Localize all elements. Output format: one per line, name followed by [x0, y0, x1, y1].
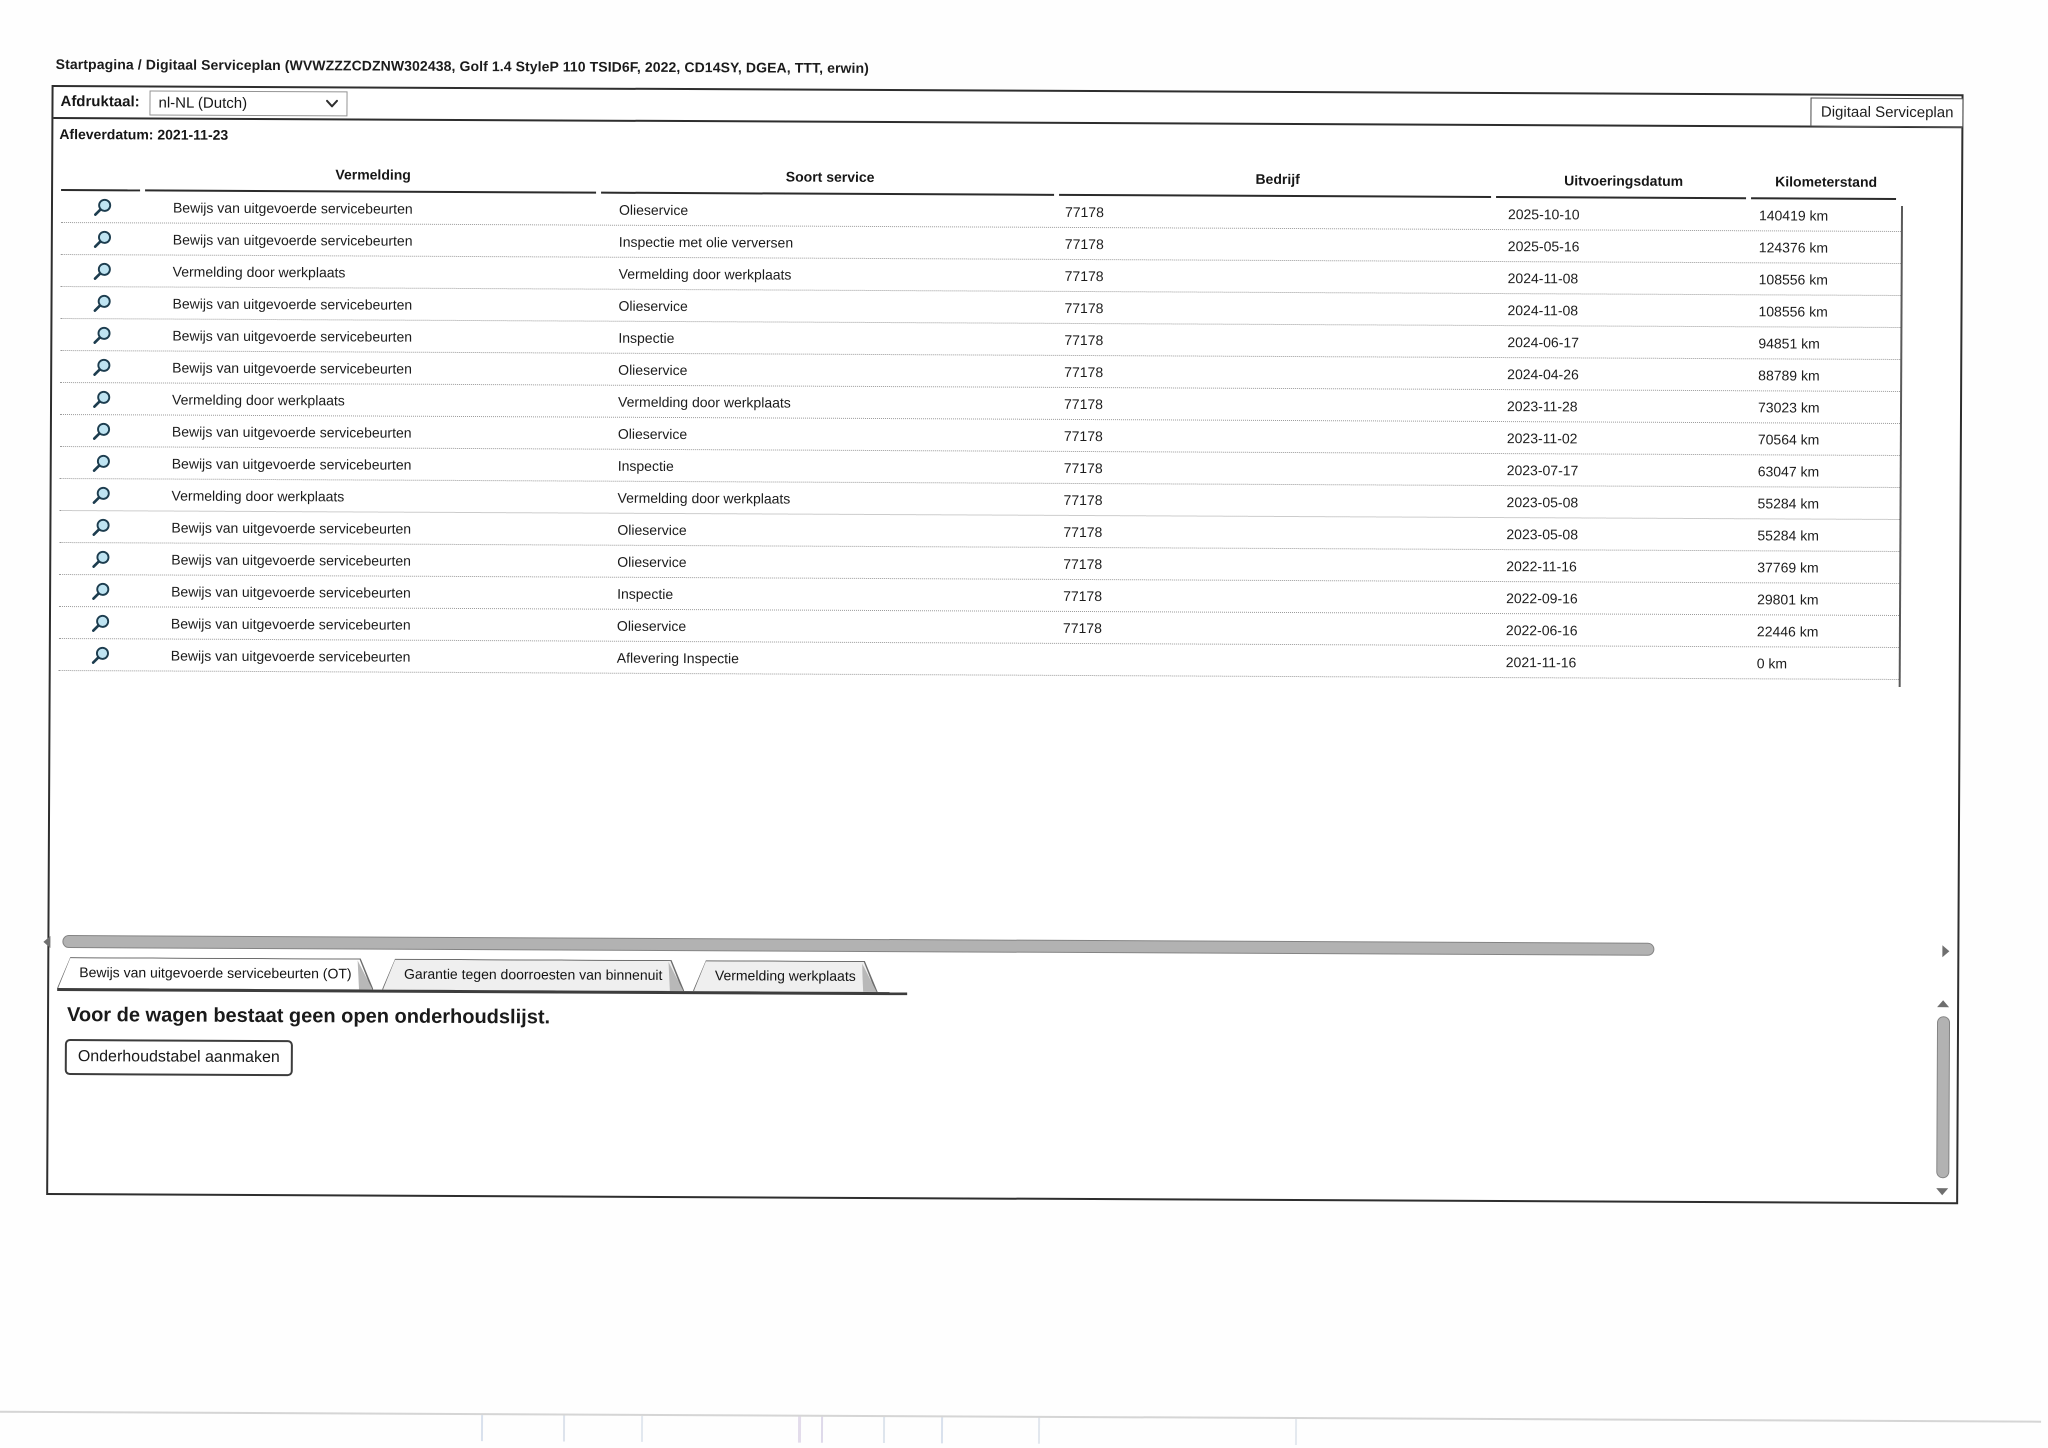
create-maintenance-table-button[interactable]: Onderhoudstabel aanmaken — [65, 1039, 293, 1076]
cell-kilometerstand: 70564 km — [1757, 430, 1820, 448]
cell-bedrijf: 77178 — [1062, 619, 1102, 636]
cell-bedrijf: 77178 — [1064, 299, 1104, 316]
tab-strip — [57, 957, 882, 997]
cell-uitvoeringsdatum: 2022-09-16 — [1506, 589, 1578, 606]
print-language-label: Afdruktaal: — [60, 93, 140, 111]
scan-artifact-streaks — [0, 0, 2048, 10]
magnifier-icon[interactable] — [92, 196, 114, 218]
cell-soort-service: Vermelding door werkplaats — [617, 489, 791, 507]
column-header-kilometerstand: Kilometerstand — [1775, 173, 1878, 190]
cell-vermelding: Bewijs van uitgevoerde servicebeurten — [172, 295, 413, 313]
cell-bedrijf: 77178 — [1063, 523, 1103, 540]
cell-uitvoeringsdatum: 2024-11-08 — [1507, 301, 1579, 318]
cell-bedrijf: 77178 — [1064, 331, 1104, 348]
row-icon-cell — [60, 484, 144, 506]
cell-kilometerstand: 94851 km — [1758, 334, 1820, 352]
row-icon-cell — [59, 580, 143, 602]
cell-vermelding: Bewijs van uitgevoerde servicebeurten — [172, 199, 413, 217]
scroll-right-icon[interactable] — [1942, 945, 1949, 957]
column-header-bedrijf: Bedrijf — [1255, 170, 1300, 188]
horizontal-scrollbar-thumb[interactable] — [62, 935, 1654, 956]
magnifier-icon[interactable] — [92, 260, 114, 282]
cell-soort-service: Inspectie met olie verversen — [618, 233, 794, 251]
vertical-scrollbar[interactable] — [1934, 996, 1952, 1202]
scroll-down-icon[interactable] — [1936, 1188, 1948, 1195]
scroll-left-icon[interactable] — [43, 936, 50, 948]
cell-uitvoeringsdatum: 2024-04-26 — [1507, 365, 1579, 382]
cell-uitvoeringsdatum: 2022-06-16 — [1505, 621, 1578, 638]
serviceplan-panel — [46, 85, 1963, 1204]
magnifier-icon[interactable] — [91, 484, 113, 506]
cell-kilometerstand: 140419 km — [1758, 206, 1829, 224]
cell-bedrijf: 77178 — [1064, 363, 1104, 380]
row-icon-cell — [59, 612, 143, 634]
row-icon-cell — [59, 516, 143, 538]
cell-bedrijf: 77178 — [1064, 235, 1104, 252]
cell-bedrijf: 77178 — [1063, 587, 1103, 604]
cell-uitvoeringsdatum: 2024-11-08 — [1507, 269, 1579, 286]
tab-label: Vermelding werkplaats — [714, 967, 856, 984]
cell-kilometerstand: 55284 km — [1757, 494, 1820, 512]
row-icon-cell — [60, 292, 144, 314]
row-icon-cell — [61, 196, 145, 218]
delivery-date-value: 2021-11-23 — [157, 126, 229, 143]
cell-vermelding: Bewijs van uitgevoerde servicebeurten — [171, 423, 412, 441]
magnifier-icon[interactable] — [90, 612, 112, 634]
cell-bedrijf: 77178 — [1064, 395, 1104, 412]
vertical-scrollbar-thumb[interactable] — [1936, 1016, 1950, 1178]
breadcrumb[interactable]: Startpagina / Digitaal Serviceplan (WVWZZZCDZNW302438, Golf 1.4 StyleP 110 TSID6F, 2022, CD14SY, DGEA, TTT, erwin) — [55, 55, 869, 76]
cell-soort-service: Olieservice — [617, 425, 688, 442]
cell-soort-service: Olieservice — [618, 201, 689, 218]
chevron-down-icon — [325, 95, 338, 112]
magnifier-icon[interactable] — [92, 228, 114, 250]
tab-label: Bewijs van uitgevoerde servicebeurten (OT) — [79, 964, 352, 982]
row-icon-cell — [60, 324, 144, 346]
row-icon-cell — [61, 228, 145, 250]
cell-vermelding: Bewijs van uitgevoerde servicebeurten — [171, 519, 412, 537]
cell-uitvoeringsdatum: 2025-05-16 — [1507, 237, 1580, 254]
cell-soort-service: Olieservice — [616, 617, 687, 634]
cell-vermelding: Vermelding door werkplaats — [171, 487, 345, 504]
tab-bewijs-servicebeurten[interactable] — [57, 957, 373, 990]
cell-vermelding: Bewijs van uitgevoerde servicebeurten — [171, 583, 411, 601]
cell-vermelding: Bewijs van uitgevoerde servicebeurten — [170, 647, 411, 665]
column-header-vermelding: Vermelding — [335, 166, 411, 183]
cell-vermelding: Bewijs van uitgevoerde servicebeurten — [172, 359, 412, 377]
cell-vermelding: Bewijs van uitgevoerde servicebeurten — [170, 615, 411, 633]
row-icon-cell — [60, 388, 144, 410]
cell-soort-service: Olieservice — [617, 553, 687, 570]
cell-vermelding: Vermelding door werkplaats — [172, 263, 346, 280]
cell-uitvoeringsdatum: 2021-11-16 — [1505, 653, 1577, 670]
cell-kilometerstand: 63047 km — [1757, 462, 1820, 480]
delivery-date-label: Afleverdatum: — [59, 125, 154, 143]
magnifier-icon[interactable] — [91, 324, 113, 346]
cell-bedrijf: 77178 — [1064, 267, 1104, 284]
cell-kilometerstand: 0 km — [1756, 654, 1788, 671]
magnifier-icon[interactable] — [90, 580, 112, 602]
scan-artifact-line — [0, 1411, 2041, 1423]
cell-uitvoeringsdatum: 2023-11-28 — [1506, 397, 1578, 414]
magnifier-icon[interactable] — [91, 292, 113, 314]
service-history-table — [59, 149, 1902, 680]
tab-vermelding-werkplaats[interactable] — [693, 960, 878, 992]
cell-soort-service: Vermelding door werkplaats — [618, 265, 792, 283]
cell-soort-service: Vermelding door werkplaats — [618, 393, 791, 411]
cell-uitvoeringsdatum: 2025-10-10 — [1507, 205, 1580, 222]
table-body — [59, 191, 1901, 680]
tab-label: Garantie tegen doorroesten van binnenuit — [404, 965, 663, 983]
row-icon-cell — [60, 452, 144, 474]
print-language-value: nl-NL (Dutch) — [158, 94, 248, 112]
tab-garantie-doorroesten[interactable] — [382, 959, 685, 991]
cell-soort-service: Inspectie — [618, 329, 675, 346]
row-icon-cell — [60, 420, 144, 442]
cell-bedrijf: 77178 — [1063, 427, 1103, 444]
cell-vermelding: Bewijs van uitgevoerde servicebeurten — [172, 231, 413, 249]
cell-kilometerstand: 55284 km — [1757, 526, 1819, 544]
magnifier-icon[interactable] — [90, 548, 112, 570]
cell-bedrijf: 77178 — [1063, 459, 1103, 476]
row-icon-cell — [59, 644, 143, 666]
row-icon-cell — [60, 356, 144, 378]
cell-bedrijf: 77178 — [1063, 555, 1103, 572]
cell-uitvoeringsdatum: 2023-05-08 — [1506, 493, 1579, 510]
cell-soort-service: Inspectie — [617, 585, 674, 602]
cell-uitvoeringsdatum: 2022-11-16 — [1506, 557, 1577, 574]
cell-kilometerstand: 37769 km — [1757, 558, 1819, 576]
cell-uitvoeringsdatum: 2023-07-17 — [1506, 461, 1579, 478]
cell-kilometerstand: 22446 km — [1756, 622, 1819, 640]
cell-uitvoeringsdatum: 2024-06-17 — [1507, 333, 1580, 350]
cell-kilometerstand: 108556 km — [1758, 270, 1828, 288]
cell-bedrijf — [1057, 659, 1494, 661]
magnifier-icon[interactable] — [90, 644, 112, 666]
cell-kilometerstand: 108556 km — [1758, 302, 1828, 320]
cell-uitvoeringsdatum: 2023-11-02 — [1506, 429, 1578, 446]
cell-soort-service: Inspectie — [617, 457, 674, 474]
magnifier-icon[interactable] — [91, 420, 113, 442]
row-icon-cell — [59, 548, 143, 570]
magnifier-icon[interactable] — [91, 356, 113, 378]
cell-soort-service: Olieservice — [618, 361, 688, 378]
cell-kilometerstand: 124376 km — [1758, 238, 1829, 256]
cell-soort-service: Aflevering Inspectie — [616, 649, 740, 666]
magnifier-icon[interactable] — [90, 516, 112, 538]
toolbar — [53, 87, 1961, 128]
cell-vermelding: Bewijs van uitgevoerde servicebeurten — [171, 455, 412, 473]
cell-bedrijf: 77178 — [1063, 491, 1103, 508]
cell-kilometerstand: 73023 km — [1757, 398, 1820, 416]
cell-soort-service: Olieservice — [618, 297, 688, 314]
cell-vermelding: Bewijs van uitgevoerde servicebeurten — [172, 327, 413, 345]
column-header-uitvoeringsdatum: Uitvoeringsdatum — [1564, 172, 1684, 189]
scroll-up-icon[interactable] — [1937, 1000, 1949, 1007]
column-header-soort-service: Soort service — [785, 168, 875, 185]
cell-bedrijf: 77178 — [1064, 203, 1104, 220]
magnifier-icon[interactable] — [91, 452, 113, 474]
cell-soort-service: Olieservice — [617, 521, 687, 538]
cell-kilometerstand: 29801 km — [1757, 590, 1819, 608]
row-icon-cell — [61, 260, 145, 282]
cell-uitvoeringsdatum: 2023-05-08 — [1506, 525, 1579, 542]
panel-title: Digitaal Serviceplan — [1811, 98, 1963, 128]
print-language-select[interactable] — [149, 90, 347, 116]
cell-kilometerstand: 88789 km — [1758, 366, 1820, 384]
magnifier-icon[interactable] — [91, 388, 113, 410]
no-open-maintenance-message: Voor de wagen bestaat geen open onderhoudslijst. — [66, 1004, 551, 1029]
cell-vermelding: Bewijs van uitgevoerde servicebeurten — [171, 551, 412, 569]
delivery-date — [59, 126, 228, 143]
cell-vermelding: Vermelding door werkplaats — [172, 391, 345, 408]
